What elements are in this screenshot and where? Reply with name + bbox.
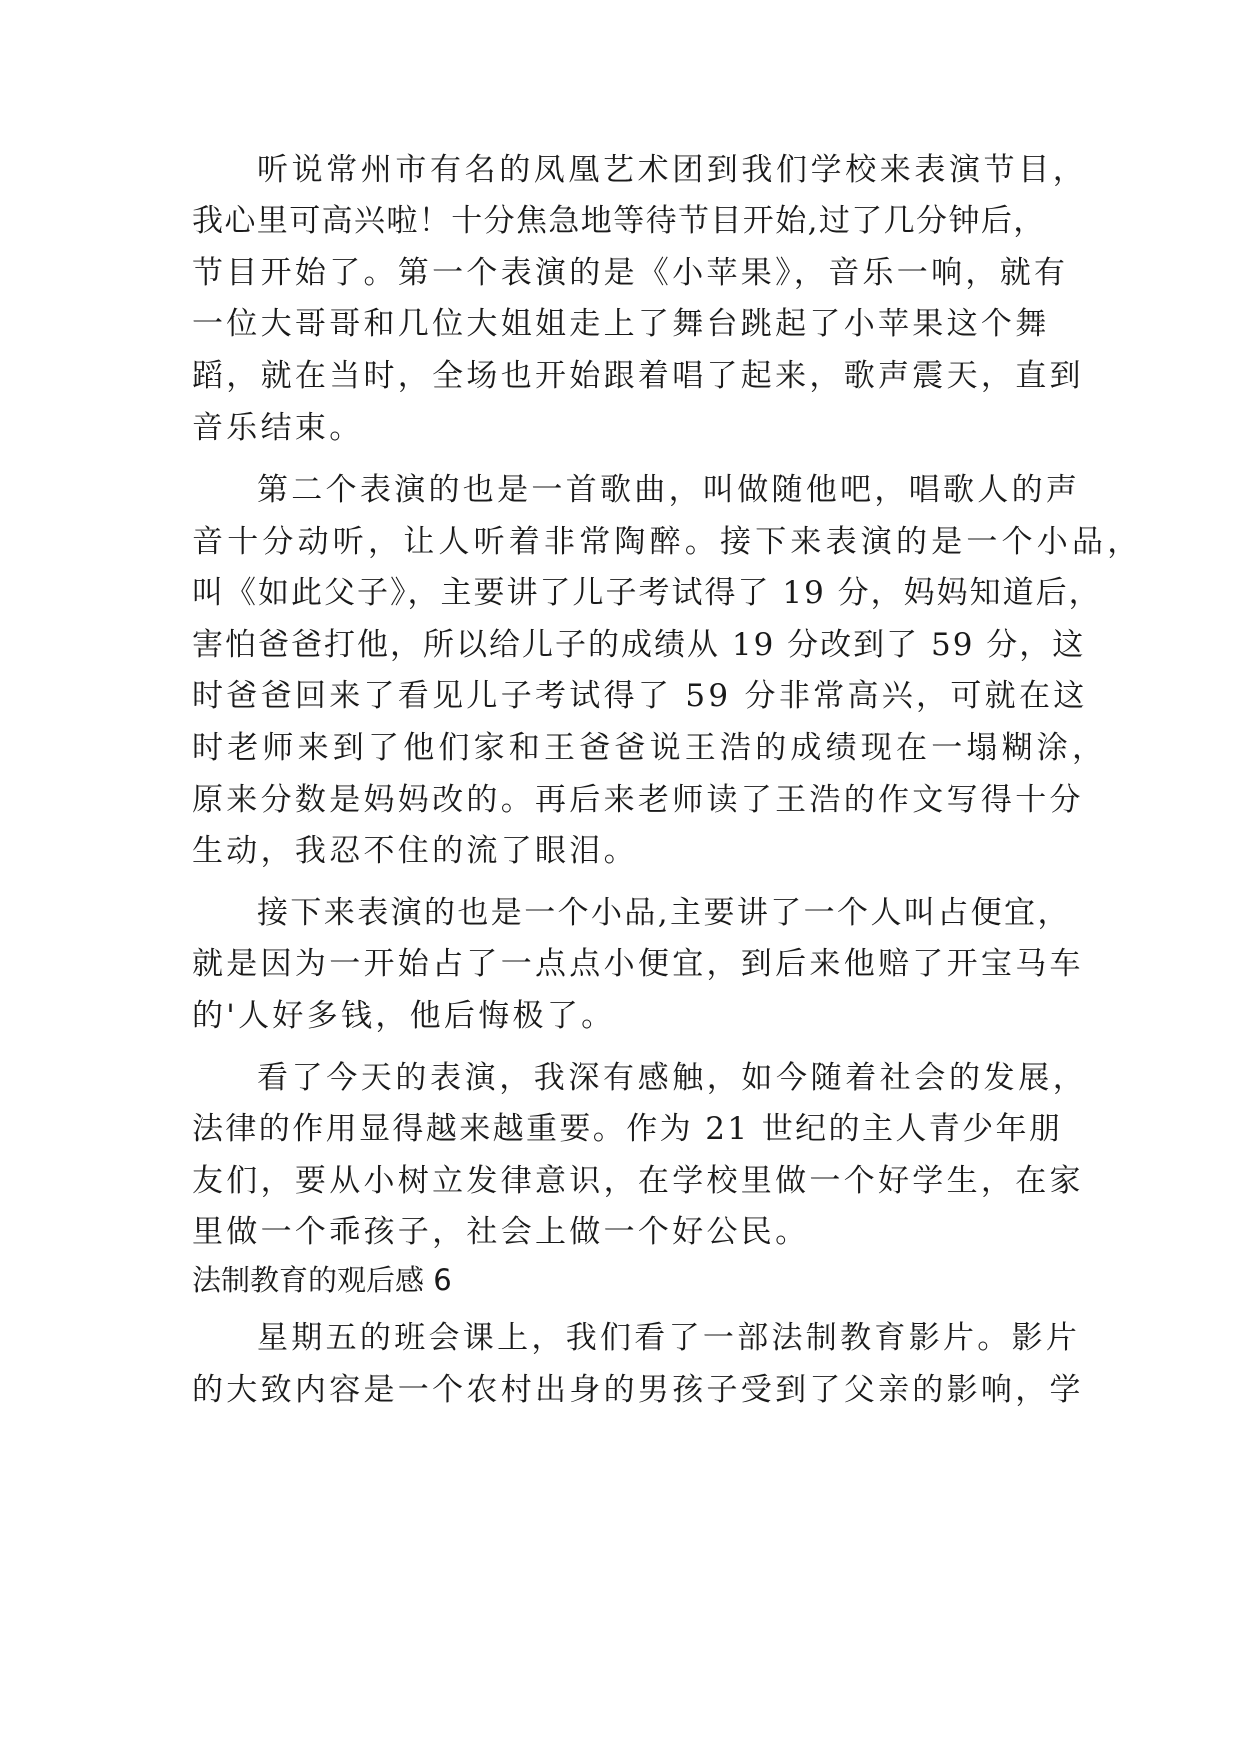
paragraph-1-line-6: 音乐结束。 bbox=[192, 410, 364, 446]
paragraph-2-line-1: 第二个表演的也是一首歌曲，叫做随他吧，唱歌人的声 bbox=[257, 472, 1081, 508]
paragraph-4-line-1: 看了今天的表演，我深有感触，如今随着社会的发展， bbox=[257, 1060, 1088, 1096]
paragraph-3-line-3: 的'人好多钱，他后悔极了。 bbox=[192, 998, 616, 1034]
paragraph-2-line-3: 叫《如此父子》，主要讲了儿子考试得了 19 分，妈妈知道后， bbox=[192, 575, 1102, 611]
paragraph-1-line-4: 一位大哥哥和几位大姐姐走上了舞台跳起了小苹果这个舞 bbox=[192, 306, 1050, 342]
paragraph-2-line-5: 时爸爸回来了看见儿子考试得了 59 分非常高兴，可就在这 bbox=[192, 678, 1088, 714]
paragraph-3-line-2: 就是因为一开始占了一点点小便宜，到后来他赔了开宝马车 bbox=[192, 946, 1084, 982]
section-paragraph-line-1: 星期五的班会课上，我们看了一部法制教育影片。影片 bbox=[257, 1320, 1081, 1356]
paragraph-1-line-2: 我心里可高兴啦！十分焦急地等待节目开始,过了几分钟后， bbox=[192, 203, 1046, 239]
paragraph-4-line-2: 法律的作用显得越来越重要。作为 21 世纪的主人青少年朋 bbox=[192, 1111, 1063, 1147]
paragraph-1-line-3: 节目开始了。第一个表演的是《小苹果》，音乐一响，就有 bbox=[192, 255, 1069, 291]
section-paragraph-line-2: 的大致内容是一个农村出身的男孩子受到了父亲的影响，学 bbox=[192, 1372, 1084, 1408]
paragraph-2-line-6: 时老师来到了他们家和王爸爸说王浩的成绩现在一塌糊涂， bbox=[192, 730, 1108, 766]
paragraph-2-line-4: 害怕爸爸打他，所以给儿子的成绩从 19 分改到了 59 分，这 bbox=[192, 627, 1086, 663]
paragraph-4-line-4: 里做一个乖孩子，社会上做一个好公民。 bbox=[192, 1214, 810, 1250]
paragraph-1-line-1: 听说常州市有名的凤凰艺术团到我们学校来表演节目， bbox=[257, 152, 1088, 188]
paragraph-3-line-1: 接下来表演的也是一个小品,主要讲了一个人叫占便宜， bbox=[257, 895, 1071, 931]
paragraph-2-line-7: 原来分数是妈妈改的。再后来老师读了王浩的作文写得十分 bbox=[192, 782, 1084, 818]
section-title: 法制教育的观后感 6 bbox=[192, 1263, 452, 1297]
paragraph-1-line-5: 蹈，就在当时，全场也开始跟着唱了起来，歌声震天，直到 bbox=[192, 358, 1084, 394]
paragraph-2-line-8: 生动，我忍不住的流了眼泪。 bbox=[192, 833, 638, 869]
paragraph-4-line-3: 友们，要从小树立发律意识，在学校里做一个好学生，在家 bbox=[192, 1163, 1084, 1199]
paragraph-2-line-2: 音十分动听，让人听着非常陶醉。接下来表演的是一个小品， bbox=[192, 524, 1143, 560]
